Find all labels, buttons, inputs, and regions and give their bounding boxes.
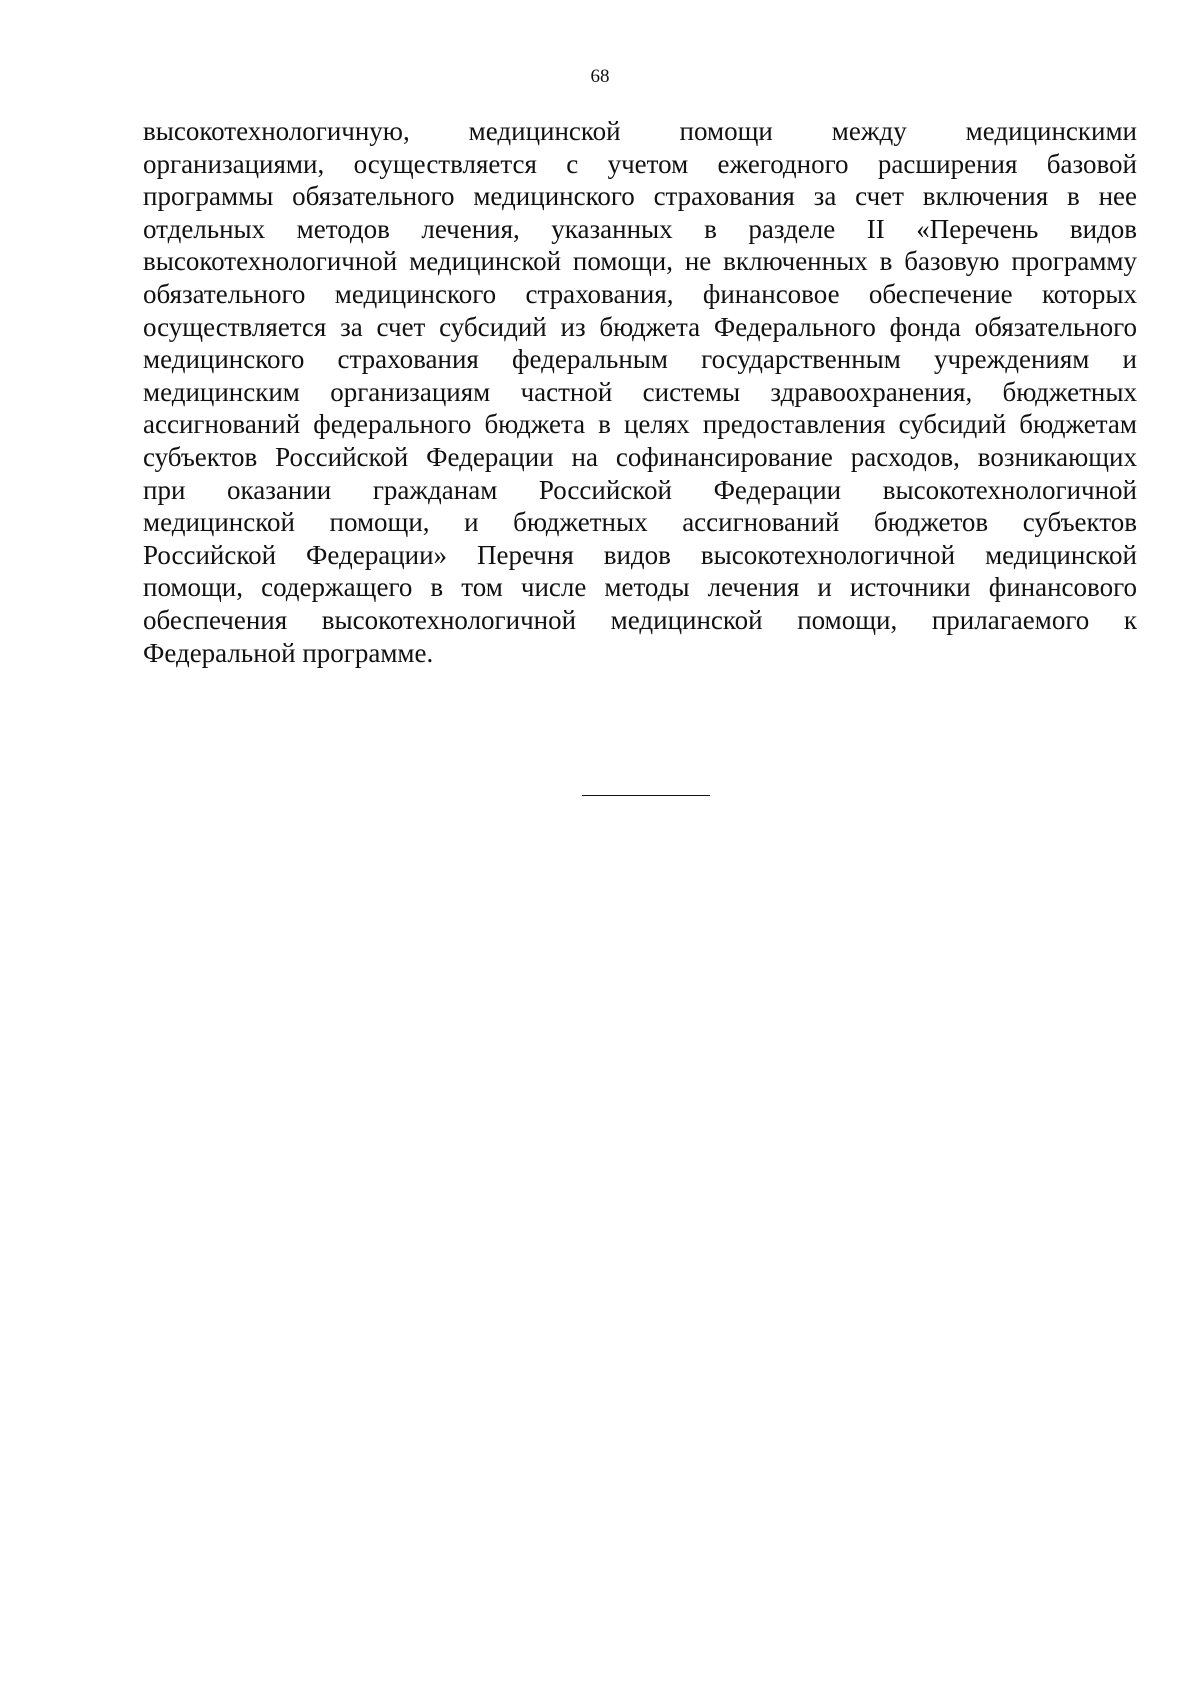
paragraph-line: помощи, содержащего в том числе методы лечения и источники финансового [143,572,1137,603]
paragraph-line: обязательного медицинского страхования, финансовое обеспечение которых [143,278,1137,309]
body-paragraph [143,115,1137,669]
paragraph-line: ассигнований федерального бюджета в целях предоставления субсидий бюджетам [143,409,1137,440]
paragraph-line: медицинского страхования федеральным государственным учреждениям и [143,344,1137,375]
paragraph-line: отдельных методов лечения, указанных в разделе II «Перечень видов [143,213,1137,244]
end-of-document-rule [582,795,710,796]
paragraph-line: осуществляется за счет субсидий из бюджета Федерального фонда обязательного [143,311,1137,342]
paragraph-line: при оказании гражданам Российской Федерации высокотехнологичной [143,474,1137,505]
paragraph-line: высокотехнологичной медицинской помощи, не включенных в базовую программу [143,246,1137,277]
paragraph-line: программы обязательного медицинского страхования за счет включения в нее [143,181,1137,212]
paragraph-line: медицинским организациям частной системы здравоохранения, бюджетных [143,376,1137,407]
paragraph-line: медицинской помощи, и бюджетных ассигнований бюджетов субъектов [143,507,1137,538]
paragraph-line: субъектов Российской Федерации на софинансирование расходов, возникающих [143,441,1137,472]
paragraph-line: обеспечения высокотехнологичной медицинской помощи, прилагаемого к [143,604,1137,635]
paragraph-line: организациями, осуществляется с учетом ежегодного расширения базовой [143,148,1137,179]
page-number: 68 [590,66,610,87]
paragraph-line-last: Федеральной программе. [143,637,434,668]
paragraph-line: Российской Федерации» Перечня видов высокотехнологичной медицинской [143,539,1137,570]
paragraph-line: высокотехнологичную, медицинской помощи между медицинскими [143,116,1137,146]
